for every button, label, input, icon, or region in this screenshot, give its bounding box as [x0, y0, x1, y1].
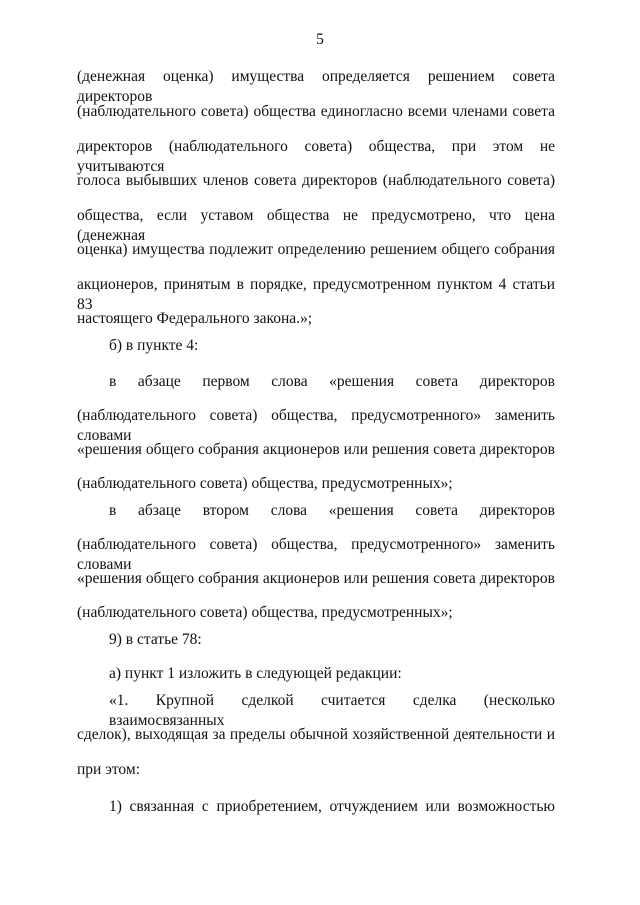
text-line: 1) связанная с приобретением, отчуждением или возможностью [109, 798, 555, 815]
text-line: голоса выбывших членов совета директоров (наблюдательного совета) [77, 172, 555, 189]
text-line: (денежная оценка) имущества определяется решением совета директоров [77, 68, 555, 105]
text-line: (наблюдательного совета) общества, предусмотренного» заменить словами [77, 536, 555, 573]
text-line: акционеров, принятым в порядке, предусмотренном пунктом 4 статьи 83 [77, 276, 555, 313]
text-line: «1. Крупной сделкой считается сделка (несколько взаимосвязанных [109, 692, 555, 729]
text-line: (наблюдательного совета) общества, предусмотренных»; [77, 604, 453, 621]
text-line: в абзаце втором слова «решения совета директоров [109, 502, 555, 519]
text-line: 9) в статье 78: [109, 631, 202, 648]
text-line: директоров (наблюдательного совета) общества, при этом не учитываются [77, 138, 555, 175]
text-line: (наблюдательного совета) общества, предусмотренного» заменить словами [77, 407, 555, 444]
text-line: «решения общего собрания акционеров или решения совета директоров [77, 441, 555, 458]
text-line: а) пункт 1 изложить в следующей редакции: [109, 665, 402, 682]
text-line: «решения общего собрания акционеров или решения совета директоров [77, 570, 555, 587]
text-line: (наблюдательного совета) общества, предусмотренных»; [77, 475, 453, 492]
text-line: настоящего Федерального закона.»; [77, 310, 313, 327]
text-line: при этом: [77, 761, 141, 778]
text-line: в абзаце первом слова «решения совета директоров [109, 373, 555, 390]
text-line: общества, если уставом общества не предусмотрено, что цена (денежная [77, 207, 555, 244]
text-line: оценка) имущества подлежит определению решением общего собрания [77, 241, 555, 258]
text-line: б) в пункте 4: [109, 337, 199, 354]
page-number: 5 [316, 31, 324, 48]
text-line: сделок), выходящая за пределы обычной хозяйственной деятельности и [77, 726, 555, 743]
text-line: (наблюдательного совета) общества единогласно всеми членами совета [77, 103, 555, 120]
